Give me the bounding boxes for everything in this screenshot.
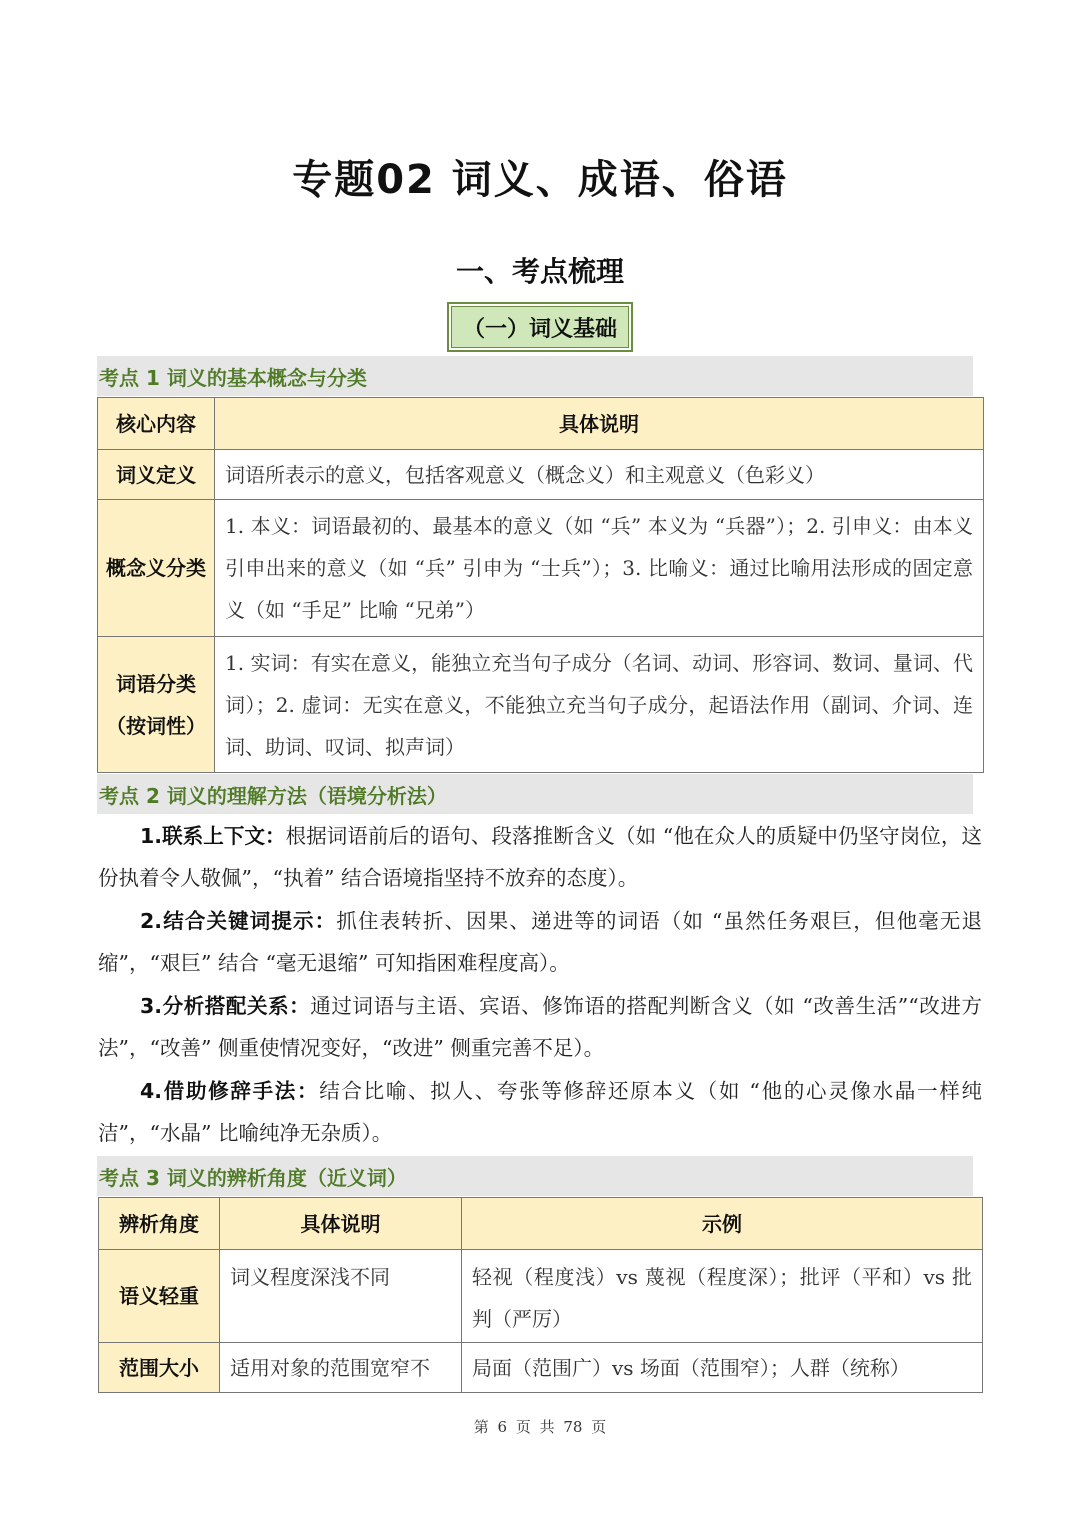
- method-label: 1.联系上下文：: [140, 824, 286, 848]
- method-text: 通过词语与主语、宾语、修饰语的搭配判断含义（如 “改善生活”“改进方法”，“改善” 侧重使情况变好，“改进” 侧重完善不足）。: [98, 994, 982, 1060]
- table-row: [98, 637, 984, 773]
- method-paragraph: [98, 985, 982, 1069]
- subsection-label: （一）词义基础: [462, 316, 617, 342]
- table-row: [99, 1250, 983, 1343]
- page-footer: 第 6 页 共 78 页: [473, 1418, 607, 1436]
- method-text: 根据词语前后的语句、段落推断含义（如 “他在众人的质疑中仍坚守岗位，这份执着令人敬佩”，“执着” 结合语境指坚持不放弃的态度）。: [98, 824, 982, 890]
- row-desc: 词义程度深浅不同: [220, 1250, 462, 1343]
- section-heading: 一、考点梳理: [455, 255, 624, 288]
- kaodian1-heading: 考点 1 词义的基本概念与分类: [97, 356, 973, 396]
- row-desc: 适用对象的范围宽窄不: [220, 1343, 462, 1393]
- method-label: 4.借助修辞手法：: [140, 1079, 320, 1103]
- method-paragraph: [98, 900, 982, 984]
- row-key: 词义定义: [98, 450, 215, 500]
- method-paragraph: [98, 815, 982, 899]
- subsection-label-box: [447, 302, 633, 352]
- kaodian3-table: [98, 1197, 983, 1393]
- table-row: [98, 450, 984, 500]
- header-cell: 核心内容: [98, 398, 215, 450]
- row-key: 概念义分类: [98, 500, 215, 637]
- method-text: 结合比喻、拟人、夸张等修辞还原本义（如 “他的心灵像水晶一样纯洁”，“水晶” 比喻纯净无杂质）。: [98, 1079, 982, 1145]
- method-label: 3.分析搭配关系：: [140, 994, 311, 1018]
- row-text: 词语所表示的意义，包括客观意义（概念义）和主观意义（色彩义）: [215, 450, 984, 500]
- table-header-row: [98, 398, 984, 450]
- table-header-row: [99, 1198, 983, 1250]
- page-title: 专题02 词义、成语、俗语: [292, 157, 788, 203]
- row-key: 语义轻重: [99, 1250, 220, 1343]
- method-label: 2.结合关键词提示：: [140, 909, 337, 933]
- table-row: [98, 500, 984, 637]
- row-key: 范围大小: [99, 1343, 220, 1393]
- kaodian2-heading: 考点 2 词义的理解方法（语境分析法）: [97, 774, 973, 814]
- row-example: 轻视（程度浅）vs 蔑视（程度深）；批评（平和）vs 批判（严厉）: [462, 1250, 983, 1343]
- method-paragraph: [98, 1070, 982, 1154]
- header-cell: 具体说明: [220, 1198, 462, 1250]
- row-example: 局面（范围广）vs 场面（范围窄）；人群（统称）: [462, 1343, 983, 1393]
- header-cell: 辨析角度: [99, 1198, 220, 1250]
- row-text: 1. 本义：词语最初的、最基本的意义（如 “兵” 本义为 “兵器”）；2. 引申义：由本义引申出来的意义（如 “兵” 引申为 “士兵”）；3. 比喻义：通过比喻用法形成的固定意义（如 “手足” 比喻 “兄弟”）: [215, 500, 984, 637]
- kaodian3-heading: 考点 3 词义的辨析角度（近义词）: [97, 1156, 973, 1196]
- row-key: 词语分类（按词性）: [98, 637, 215, 773]
- kaodian1-table: [97, 397, 984, 773]
- header-cell: 示例: [462, 1198, 983, 1250]
- header-cell: 具体说明: [215, 398, 984, 450]
- row-text: 1. 实词：有实在意义，能独立充当句子成分（名词、动词、形容词、数词、量词、代词）；2. 虚词：无实在意义，不能独立充当句子成分，起语法作用（副词、介词、连词、助词、叹词、拟声词）: [215, 637, 984, 773]
- table-row: [99, 1343, 983, 1393]
- method-text: 抓住表转折、因果、递进等的词语（如 “虽然任务艰巨，但他毫无退缩”，“艰巨” 结合 “毫无退缩” 可知指困难程度高）。: [98, 909, 982, 975]
